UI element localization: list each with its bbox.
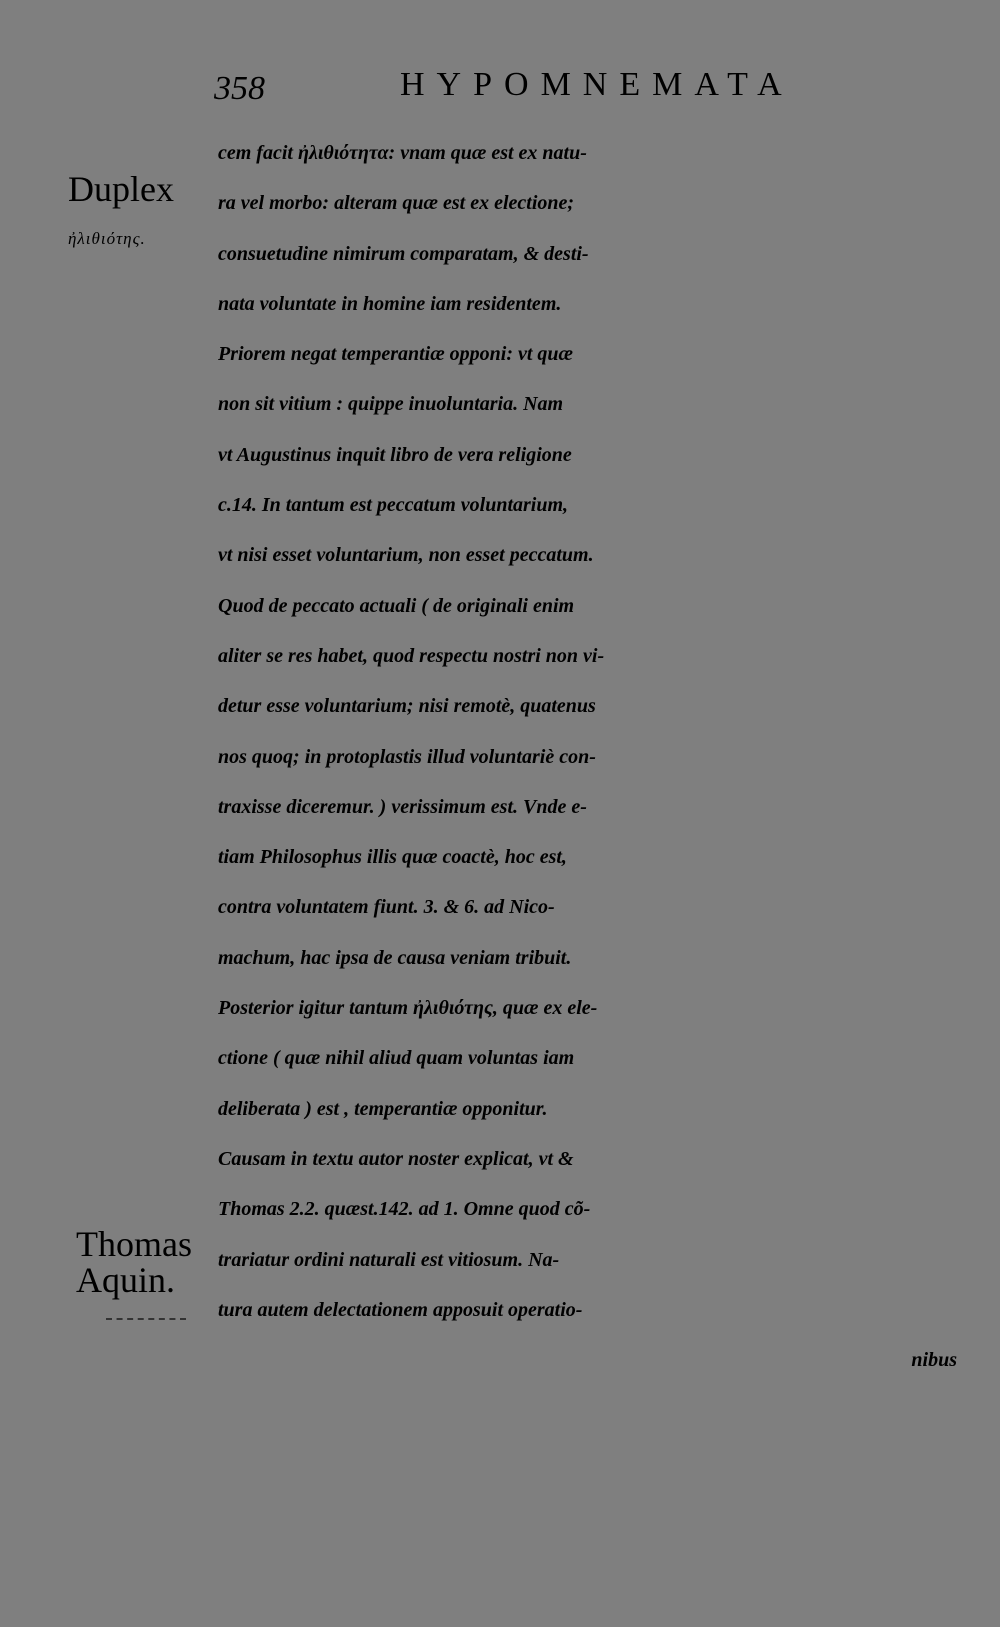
margin-note-greek: ἠλιθιότης. [68, 229, 146, 248]
margin-rule [106, 1318, 186, 1322]
text-line: detur esse voluntarium; nisi remotè, quatenus [218, 695, 596, 718]
text-line: tura autem delectationem apposuit operatio- [218, 1298, 583, 1321]
text-line: c.14. In tantum est peccatum voluntarium, [218, 494, 569, 517]
text-line: cem facit ἠλιθιότητα: vnam quæ est ex natu- [218, 142, 587, 164]
text-line: Posterior igitur tantum ἠλιθιότης, quæ ex ele- [218, 997, 598, 1020]
text-line: Priorem negat temperantiæ opponi: vt quæ [218, 343, 573, 366]
catchword: nibus [911, 1349, 957, 1372]
margin-note-aquin: Aquin. [76, 1260, 175, 1300]
text-line: machum, hac ipsa de causa veniam tribuit. [218, 946, 572, 969]
text-line: Thomas 2.2. quæst.142. ad 1. Omne quod cõ- [218, 1198, 591, 1221]
body-text [218, 128, 963, 1385]
text-line: nos quoq; in protoplastis illud voluntariè con- [218, 745, 596, 768]
text-line: traxisse diceremur. ) verissimum est. Vnde e- [218, 795, 587, 818]
text-line: nata voluntate in homine iam residentem. [218, 292, 562, 315]
margin-note-thomas: Thomas [76, 1224, 192, 1264]
text-line: trariatur ordini naturali est vitiosum. Na- [218, 1248, 560, 1271]
margin-note-duplex: Duplex [68, 169, 174, 209]
running-head: HYPOMNEMATA [400, 66, 794, 103]
text-line: deliberata ) est , temperantiæ opponitur. [218, 1097, 548, 1120]
page-header [210, 64, 930, 114]
text-line: contra voluntatem fiunt. 3. & 6. ad Nico- [218, 896, 555, 919]
text-line: tiam Philosophus illis quæ coactè, hoc est, [218, 846, 567, 869]
text-line: vt Augustinus inquit libro de vera religione [218, 443, 572, 466]
text-line: Quod de peccato actuali ( de originali enim [218, 594, 575, 617]
text-line: vt nisi esset voluntarium, non esset peccatum. [218, 544, 594, 567]
text-line: aliter se res habet, quod respectu nostri non vi- [218, 644, 605, 667]
text-line: ctione ( quæ nihil aliud quam voluntas iam [218, 1047, 575, 1070]
text-line: Causam in textu autor noster explicat, vt & [218, 1147, 574, 1170]
text-line: non sit vitium : quippe inuoluntaria. Nam [218, 393, 564, 416]
text-line: ra vel morbo: alteram quæ est ex electione; [218, 192, 575, 215]
text-line: consuetudine nimirum comparatam, & desti- [218, 242, 589, 265]
page-number: 358 [214, 70, 265, 107]
